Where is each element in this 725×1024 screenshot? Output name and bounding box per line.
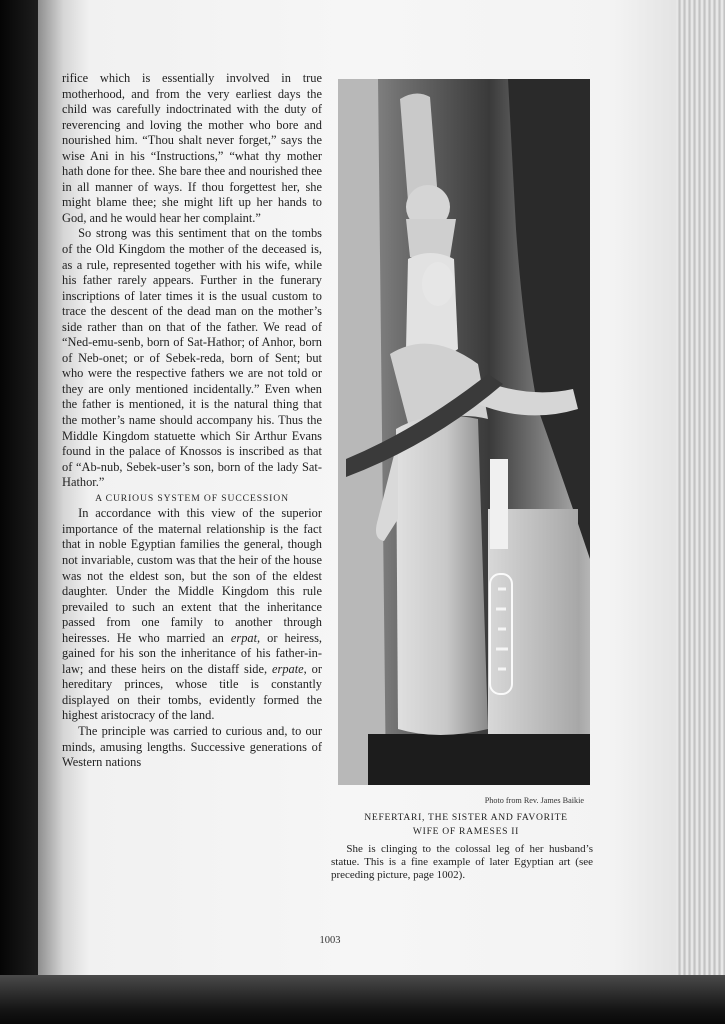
statue-illustration: [338, 79, 590, 785]
section-heading: A CURIOUS SYSTEM OF SUCCESSION: [95, 492, 289, 504]
italic-term: erpate: [272, 661, 304, 676]
page-edges: [676, 0, 725, 985]
caption-title: [338, 811, 594, 838]
body-text-column: [62, 71, 322, 771]
italic-term: erpat: [230, 630, 258, 645]
paragraph-mother-duty: rifice which is essentially involved in true motherhood, and from the very earliest days the child was carefully indoctrinated with the duty of reverencing and loving the mother who bore and nourished him. “Thou shalt never forget,” says the wise Ani in his “Instructions,” “what thy mother hath done for thee. She bare thee and nourished thee in all manner of ways. If thou forgettest her, she might blame thee; she might lift up her hands to God, and he would hear her complaint.”: [62, 71, 322, 225]
caption-title-line2: WIFE OF RAMESES II: [412, 825, 520, 837]
nefertari-photo: [338, 79, 590, 785]
photo-credit: Photo from Rev. James Baikie: [484, 796, 584, 805]
paragraph-principle: The principle was carried to curious and, to our minds, amusing lengths. Successive generations of Western nations: [62, 723, 322, 770]
scan-shadow-bottom: [0, 975, 725, 1024]
caption-body: She is clinging to the colossal leg of her husband’s statue. This is a fine example of later Egyptian art (see preceding picture, page 1002).: [331, 843, 593, 881]
caption-title-line1: NEFERTARI, THE SISTER AND FAVORITE: [364, 812, 568, 823]
paragraph-tombs: So strong was this sentiment that on the tombs of the Old Kingdom the mother of the deceased is, as a rule, represented together with his wife, while his father rarely appears. Further in the funerary inscriptions of later times it is the usual custom to trace the descent of the dead man on the mother’s side rather than on that of the father. We read of “Ned-emu-senb, born of Sat-Hathor; of Anhor, born of Neb-onet; or of Sebek-reda, born of Sent; but who were the respective fathers we are not told or they are only mentioned incidentally.” Even when the father is mentioned, it is the natural thing that the mother’s name should accompany his. Thus the Middle Kingdom statuette which Sir Arthur Evans found in the palace of Knossos is inscribed as that of “Ab-nub, Sebek-user’s son, born of the lady Sat-Hathor.”: [62, 226, 322, 490]
paragraph-succession: In accordance with this view of the superior importance of the maternal relationship is the fact that in noble Egyptian families the general, though not invariable, custom was that the heir of the house was not the eldest son, but the son of the eldest daughter. Under the Middle Kingdom this rule prevailed to such an extent that the inheritance passed from one family to another through heiresses. He who married an erpat, or heiress, gained for his son the inheritance of his father-in-law; and these heirs on the distaff side, erpate, or hereditary princes, whose title is constantly displayed on their tombs, evidently formed the highest aristocracy of the land.: [62, 506, 322, 723]
page-number: 1003: [319, 935, 341, 946]
